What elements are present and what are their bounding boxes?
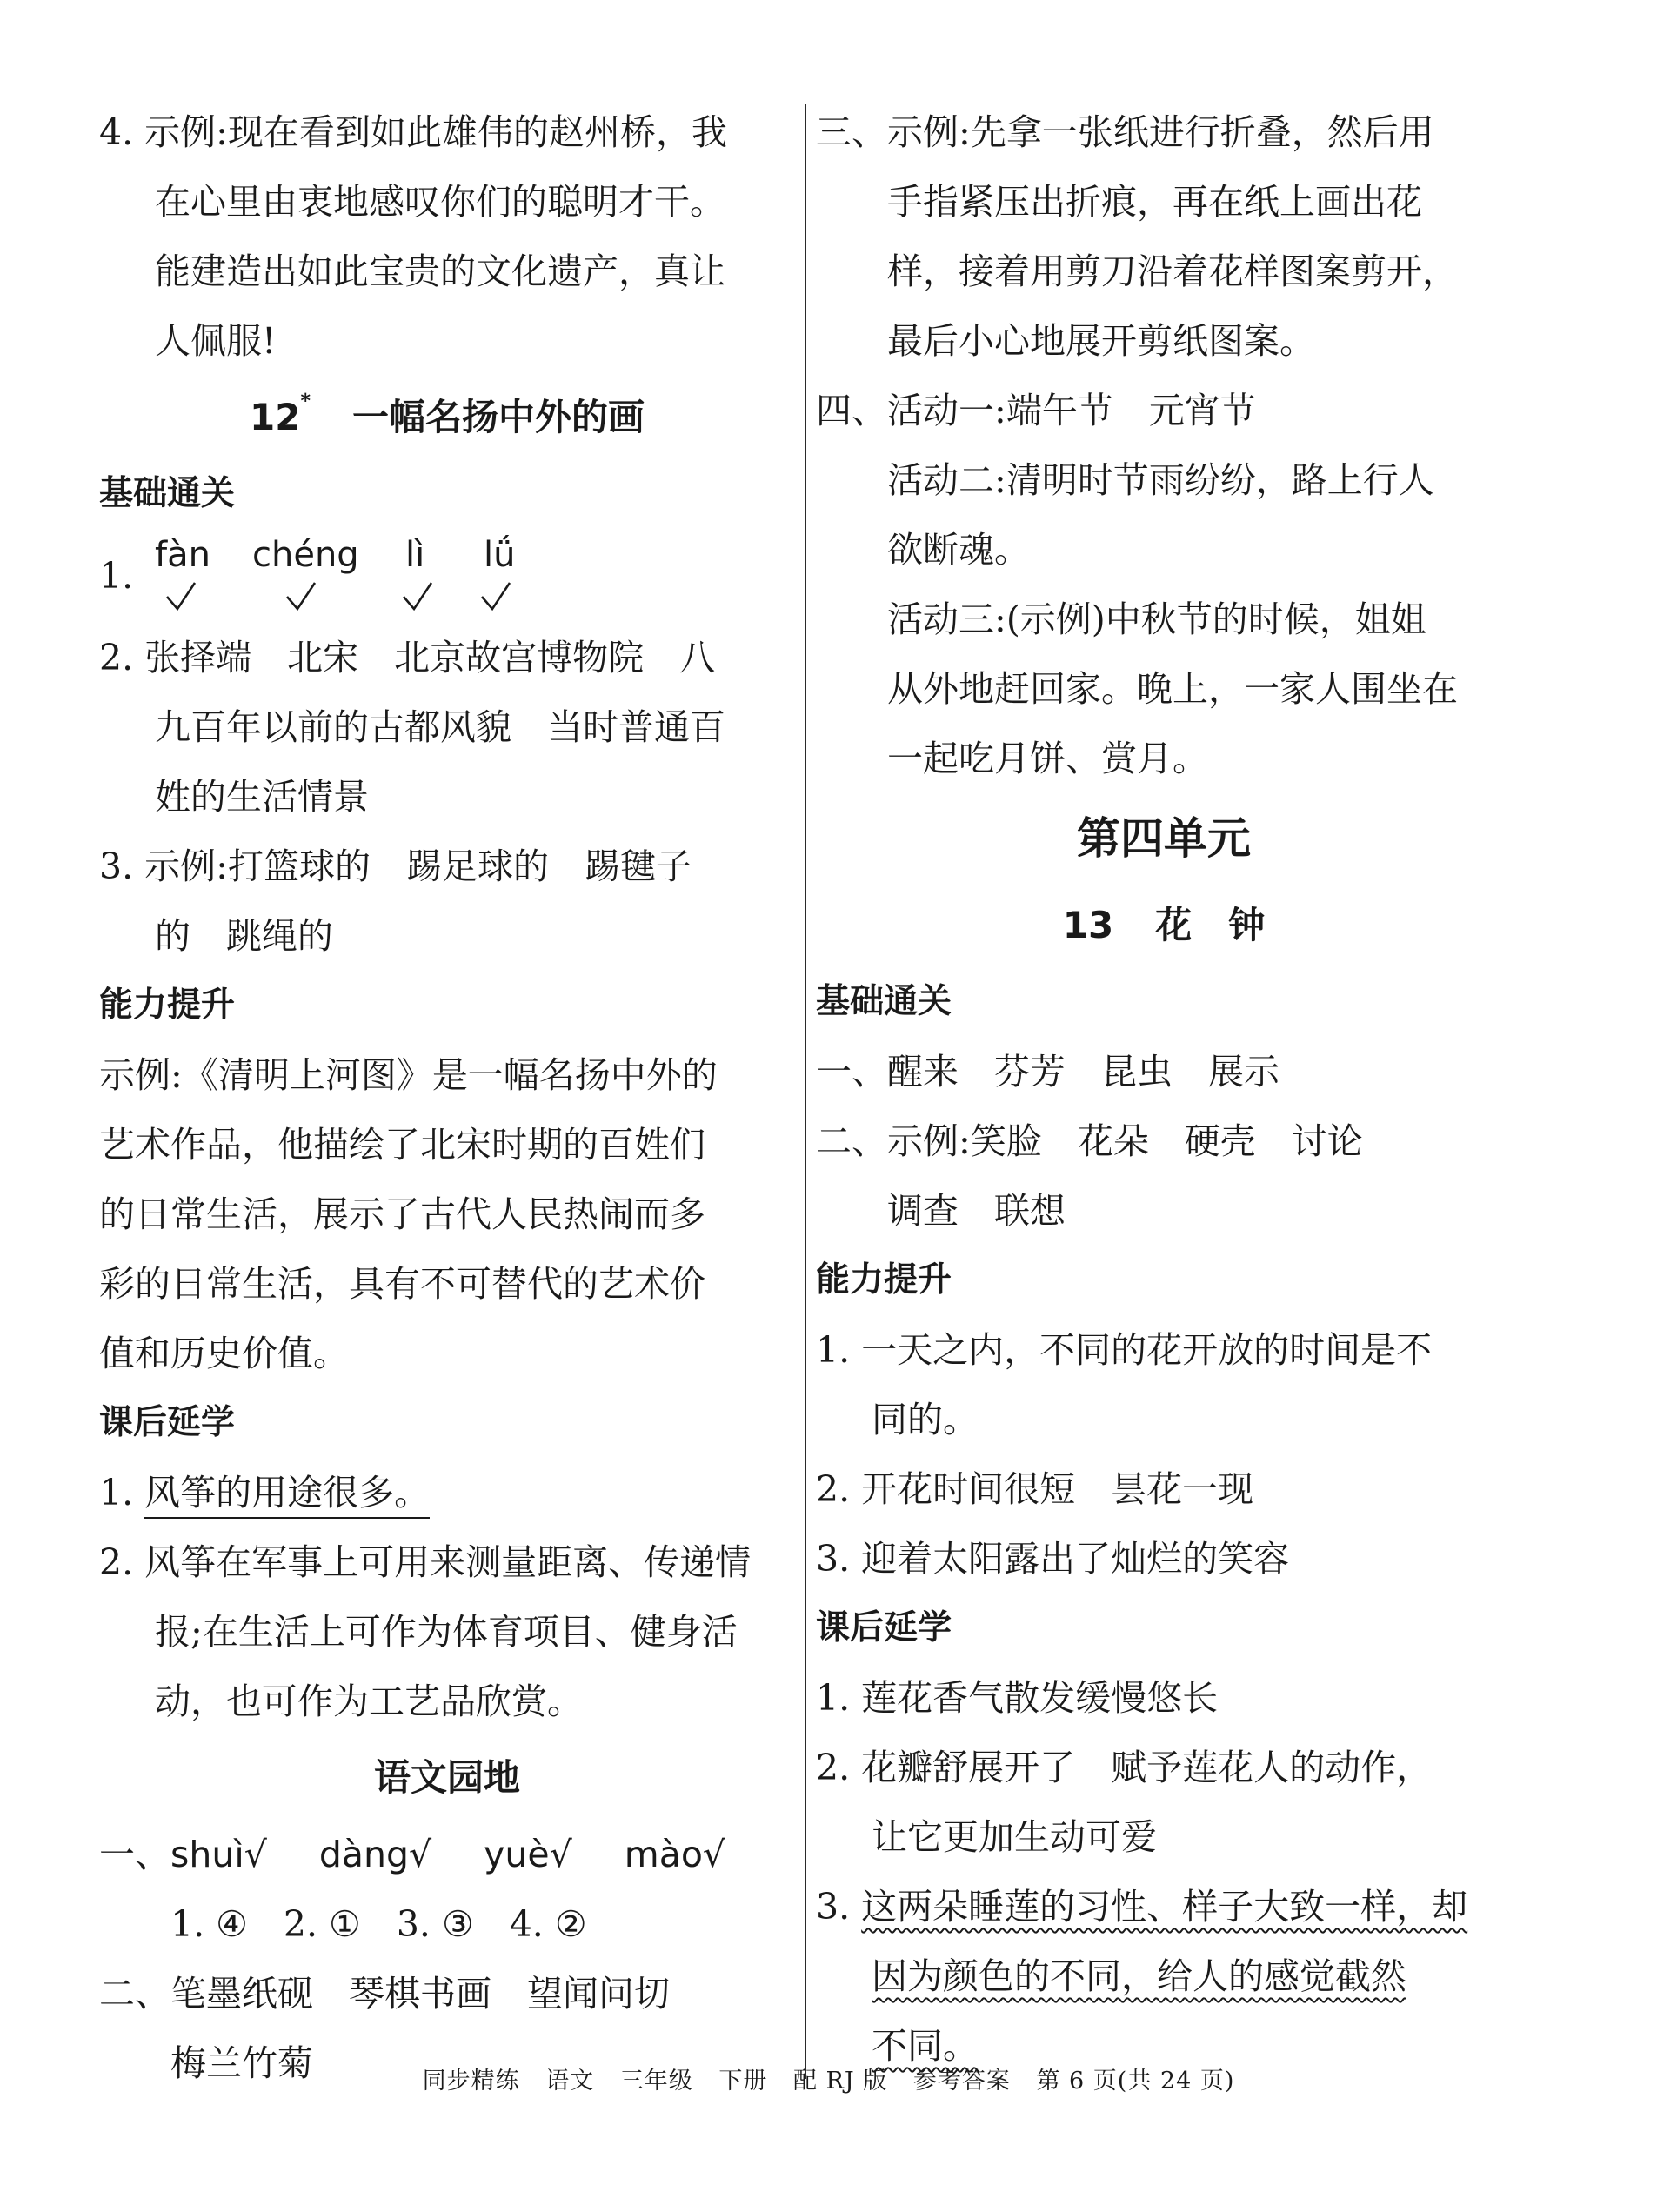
lesson-12-name: 一幅名扬中外的画 xyxy=(351,396,645,438)
nengli-line-1: 示例:《清明上河图》是一幅名扬中外的 xyxy=(99,1054,718,1096)
footer-volume: 下册 xyxy=(718,2068,768,2095)
section-jichu-right: 基础通关 xyxy=(816,982,952,1021)
kehou-q2-line-3: 动，也可作为工艺品欣赏。 xyxy=(155,1681,583,1722)
kehou-q2-line-2: 报;在生活上可作为体育项目、健身活 xyxy=(155,1611,738,1653)
kehou-right-line-1: 1. 莲花香气散发缓慢悠长 xyxy=(816,1677,1219,1719)
unit-4-title: 第四单元 xyxy=(1077,812,1251,864)
pinyin-item-1: fàn xyxy=(155,535,210,575)
lesson-12-number: 12* xyxy=(250,391,311,438)
yuwen-pinyin-1: shuì√ xyxy=(170,1834,267,1875)
section-jichu-left: 基础通关 xyxy=(99,474,236,513)
kehou-q3-text-1: 这两朵睡莲的习性、样子大致一样，却 xyxy=(861,1886,1468,1928)
pinyin-q-number: 1. xyxy=(99,555,134,597)
q2-line-2: 九百年以前的古都风貌 当时普通百 xyxy=(155,706,725,748)
lesson-13-number: 13 xyxy=(1062,904,1114,946)
yuwen-yi-pinyin xyxy=(99,1820,795,1889)
yuwen-pinyin-2: dàng√ xyxy=(318,1834,432,1875)
si-line-6: 一起吃月饼、赏月。 xyxy=(887,738,1208,779)
san-line-4: 最后小心地展开剪纸图案。 xyxy=(887,320,1315,362)
footer-book: 同步精练 xyxy=(422,2068,520,2095)
kehou-q3-text-2: 因为颜色的不同，给人的感觉截然 xyxy=(872,1955,1406,1997)
yuwen-er-line-1: 二、笔墨纸砚 琴棋书画 望闻问切 xyxy=(99,1973,670,2015)
section-nengli-right: 能力提升 xyxy=(816,1260,952,1300)
kehou-q3-line-2 xyxy=(816,1941,1512,2011)
jichu-right-line-1: 一、醒来 芬芳 昆虫 展示 xyxy=(816,1051,1279,1093)
yuwen-yi-answers: 1. ④ 2. ① 3. ③ 4. ② xyxy=(170,1903,587,1945)
q2-line-3: 姓的生活情景 xyxy=(155,776,369,818)
footer-grade: 三年级 xyxy=(619,2068,693,2095)
kehou-q3-text-3: 不同。 xyxy=(872,2025,979,2067)
footer-page: 第 6 页(共 24 页) xyxy=(1036,2068,1235,2095)
jichu-right-line-3: 调查 联想 xyxy=(887,1190,1066,1232)
kehou-right-line-2: 2. 花瓣舒展开了 赋予莲花人的动作， xyxy=(816,1747,1433,1788)
yuwen-yuandi-title: 语文园地 xyxy=(373,1756,520,1799)
right-column xyxy=(816,97,1512,2081)
q2-line-1: 2. 张择端 北宋 北京故宫博物院 八 xyxy=(99,637,716,678)
san-line-2: 手指紧压出折痕，再在纸上画出花 xyxy=(887,181,1422,223)
q4-line-3: 能建造出如此宝贵的文化遗产，真让 xyxy=(155,251,725,292)
si-line-1: 四、活动一:端午节 元宵节 xyxy=(816,390,1256,431)
kehou-q2-line-1: 2. 风筝在军事上可用来测量距离、传递情 xyxy=(99,1541,752,1583)
check-icon xyxy=(164,579,198,614)
pinyin-item-3: lì xyxy=(405,535,425,575)
lesson-13-name: 花 钟 xyxy=(1155,904,1266,946)
san-line-3: 样，接着用剪刀沿着花样图案剪开， xyxy=(887,251,1458,292)
kehou-right-line-3: 让它更加生动可爱 xyxy=(872,1816,1157,1858)
q4-line-4: 人佩服! xyxy=(155,320,277,362)
footer-subject: 语文 xyxy=(545,2068,595,2095)
page-footer xyxy=(0,2062,1657,2095)
footer-section: 参考答案 xyxy=(912,2068,1011,2095)
section-nengli-left: 能力提升 xyxy=(99,986,236,1025)
nengli-line-3: 的日常生活，展示了古代人民热闹而多 xyxy=(99,1193,705,1235)
left-column xyxy=(99,97,795,2098)
si-line-2: 活动二:清明时节雨纷纷，路上行人 xyxy=(887,459,1434,501)
nengli-right-line-3: 2. 开花时间很短 昙花一现 xyxy=(816,1468,1254,1510)
nengli-right-line-1: 1. 一天之内，不同的花开放的时间是不 xyxy=(816,1329,1433,1371)
kehou-q1-text: 风筝的用途很多。 xyxy=(144,1472,430,1519)
nengli-line-4: 彩的日常生活，具有不可替代的艺术价 xyxy=(99,1263,705,1305)
q3-line-2: 的 跳绳的 xyxy=(155,915,333,957)
kehou-q3-line-1 xyxy=(816,1872,1512,1941)
san-line-1: 三、示例:先拿一张纸进行折叠，然后用 xyxy=(816,111,1434,153)
section-kehou-right: 课后延学 xyxy=(816,1608,952,1647)
q3-line-1: 3. 示例:打篮球的 踢足球的 踢毽子 xyxy=(99,845,692,887)
nengli-line-5: 值和历史价值。 xyxy=(99,1333,349,1374)
footer-edition: 配 RJ 版 xyxy=(792,2068,888,2095)
si-line-5: 从外地赶回家。晚上，一家人围坐在 xyxy=(887,668,1458,710)
kehou-q3-number: 3. xyxy=(816,1886,851,1928)
si-line-3: 欲断魂。 xyxy=(887,529,1030,571)
yuwen-er-line-2: 梅兰竹菊 xyxy=(170,2042,313,2084)
nengli-right-line-4: 3. 迎着太阳露出了灿烂的笑容 xyxy=(816,1538,1290,1580)
lesson-13-title xyxy=(816,884,1512,967)
kehou-q1-number: 1. xyxy=(99,1472,134,1514)
pinyin-item-2: chéng xyxy=(252,535,359,575)
check-icon xyxy=(284,579,318,614)
check-icon xyxy=(478,579,513,614)
yuwen-pinyin-4: mào√ xyxy=(624,1834,726,1875)
column-divider xyxy=(805,104,806,2079)
pinyin-row xyxy=(99,529,795,623)
jichu-right-line-2: 二、示例:笑脸 花朵 硬壳 讨论 xyxy=(816,1120,1363,1162)
section-kehou-left: 课后延学 xyxy=(99,1403,236,1442)
yuwen-pinyin-3: yuè√ xyxy=(484,1834,572,1875)
nengli-line-2: 艺术作品，他描绘了北宋时期的百姓们 xyxy=(99,1124,705,1166)
pinyin-item-4: lǘ xyxy=(484,535,516,575)
si-line-4: 活动三:(示例)中秋节的时候，姐姐 xyxy=(887,598,1426,640)
q4-line-2: 在心里由衷地感叹你们的聪明才干。 xyxy=(155,181,725,223)
check-icon xyxy=(400,579,435,614)
yuwen-yi-prefix: 一、 xyxy=(99,1834,170,1875)
nengli-right-line-2: 同的。 xyxy=(872,1399,979,1440)
q4-line-1: 4. 示例:现在看到如此雄伟的赵州桥，我 xyxy=(99,111,727,153)
kehou-q1 xyxy=(99,1458,795,1527)
lesson-12-title xyxy=(99,376,795,459)
